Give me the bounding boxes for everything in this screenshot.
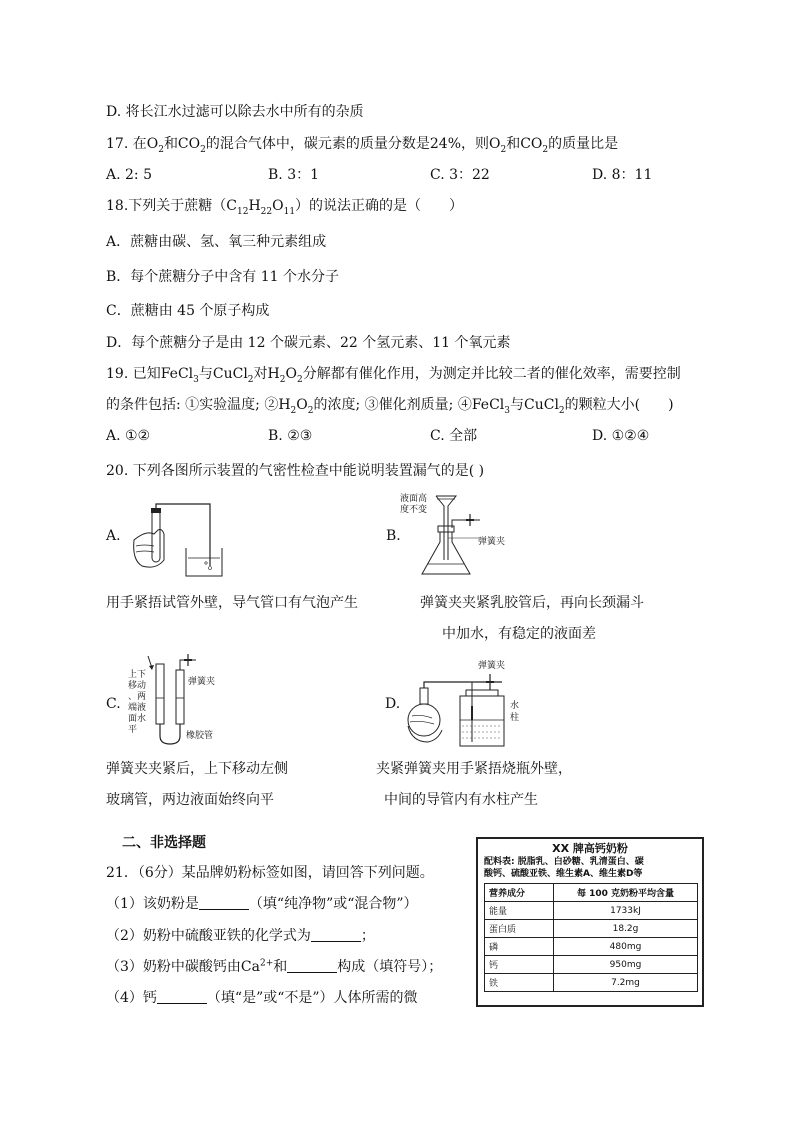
q19-option-d: D. ①②④: [592, 428, 650, 444]
table-row: [485, 920, 698, 938]
nutrition-table: [484, 883, 698, 992]
table-cell: 1733kJ: [554, 902, 698, 920]
q21-blank-1[interactable]: [199, 895, 249, 910]
table-header-cell: 营养成分: [485, 884, 554, 902]
table-cell: 钙: [485, 956, 554, 974]
q21-part4: （4）钙 （填“是”或“不是”）人体所需的微: [106, 990, 418, 1006]
q17-option-a: A. 2: 5: [106, 167, 152, 183]
table-cell: 磷: [485, 938, 554, 956]
q17-option-c: C. 3：22: [430, 167, 490, 183]
figure-d-clip-label: 弹簧夹: [478, 661, 506, 671]
q20-desc-d1: 夹紧弹簧夹用手紧捂烧瓶外壁，: [376, 761, 572, 777]
table-header-cell: 每 100 克奶粉平均含量: [554, 884, 698, 902]
section-title: 二、非选择题: [122, 835, 206, 851]
q19-stem-line1: 19. 已知FeCl$_3$与CuCl$_2$对$H_2O_2$分解都有催化作用，为测定并比较二者的催化效率，需要控制: [106, 366, 681, 385]
q18-option-b: B．每个蔗糖分子中含有 11 个水分子: [106, 269, 340, 285]
table-row: [485, 902, 698, 920]
q19-option-a: A. ①②: [106, 428, 151, 444]
figure-c-tube-label: 橡胶管: [186, 731, 214, 741]
q17-option-b: B. 3：1: [268, 167, 320, 183]
table-cell: 铁: [485, 974, 554, 992]
milk-powder-label: [476, 837, 704, 1007]
table-cell: 蛋白质: [485, 920, 554, 938]
figure-c-clip-label: 弹簧夹: [188, 677, 216, 687]
table-cell: 18.2g: [554, 920, 698, 938]
label-title: XX 牌高钙奶粉: [552, 842, 628, 855]
q18-option-d: D．每个蔗糖分子是由 12 个碳元素、22 个氢元素、11 个氧元素: [106, 335, 511, 351]
q16-option-d: D. 将长江水过滤可以除去水中所有的杂质: [106, 104, 364, 120]
figure-d-water-label: 水 柱: [510, 701, 520, 723]
table-row: [485, 956, 698, 974]
table-header-row: [485, 884, 698, 902]
figure-c-u-tube: [126, 650, 236, 750]
q18-option-c: C．蔗糖由 45 个原子构成: [106, 303, 270, 319]
label-ingredients-1: 配料表: 脱脂乳、白砂糖、乳清蛋白、碳: [484, 857, 644, 867]
label-ingredients-2: 酸钙、硫酸亚铁、维生素A、维生素D等: [484, 869, 643, 879]
figure-d-flask-bottle: [402, 656, 542, 751]
q21-part3: （3）奶粉中碳酸钙由$Ca^{2+}$和 构成（填符号）；: [106, 958, 443, 975]
q20-stem: 20. 下列各图所示装置的气密性检查中能说明装置漏气的是( ): [106, 463, 485, 479]
q20-desc-b1: 弹簧夹夹紧乳胶管后，再向长颈漏斗: [420, 595, 644, 611]
q20-desc-c2: 玻璃管，两边液面始终向平: [106, 792, 274, 808]
q17-option-d: D. 8：11: [592, 167, 653, 183]
q20-desc-d2: 中间的导管内有水柱产生: [384, 792, 538, 808]
figure-a-test-tube: [126, 500, 226, 580]
q21-blank-4[interactable]: [157, 989, 207, 1004]
figure-c-side-text: 上下 移动 、两 端液 面水 平: [128, 670, 147, 735]
q21-part2: （2）奶粉中硫酸亚铁的化学式为 ；: [106, 928, 375, 944]
q20-label-c: C.: [106, 696, 121, 712]
table-cell: 480mg: [554, 938, 698, 956]
q21-blank-2[interactable]: [311, 927, 361, 942]
q21-stem: 21．（6分）某品牌奶粉标签如图，请回答下列问题。: [106, 865, 434, 881]
q20-label-d: D.: [385, 696, 401, 712]
table-cell: 能量: [485, 902, 554, 920]
q20-desc-c1: 弹簧夹夹紧后，上下移动左侧: [106, 761, 288, 777]
q20-label-a: A.: [106, 528, 121, 544]
q18-option-a: A．蔗糖由碳、氢、氧三种元素组成: [106, 234, 327, 250]
q21-blank-3[interactable]: [287, 958, 337, 973]
figure-b-text: 液面高 度不变: [400, 494, 428, 515]
table-cell: 950mg: [554, 956, 698, 974]
q19-stem-line2: 的条件包括: ①实验温度; $②H_2O_2$的浓度; ③催化剂质量; ④FeCl$_3$与CuCl$_2$的颗粒大小( ): [106, 397, 674, 416]
q20-desc-a: 用手紧捂试管外壁，导气管口有气泡产生: [106, 595, 358, 611]
table-row: [485, 938, 698, 956]
q17-stem: 17. 在$O_2$和$CO_2$的混合气体中，碳元素的质量分数是24%，则$O_2$和$CO_2$的质量比是: [106, 136, 619, 155]
q19-option-c: C. 全部: [430, 428, 478, 444]
table-row: [485, 974, 698, 992]
q18-stem: 18.下列关于蔗糖$(C_{12}H_{22}O_{11})$的说法正确的是（ ）: [106, 198, 464, 217]
q19-option-b: B. ②③: [268, 428, 313, 444]
q20-desc-b2: 中加水，有稳定的液面差: [442, 626, 596, 642]
figure-b-flask: [400, 490, 510, 580]
table-cell: 7.2mg: [554, 974, 698, 992]
q21-part1: （1）该奶粉是 （填“纯净物”或“混合物”）: [106, 896, 418, 912]
figure-b-clip-label: 弹簧夹: [478, 537, 506, 547]
q20-label-b: B.: [386, 528, 401, 544]
